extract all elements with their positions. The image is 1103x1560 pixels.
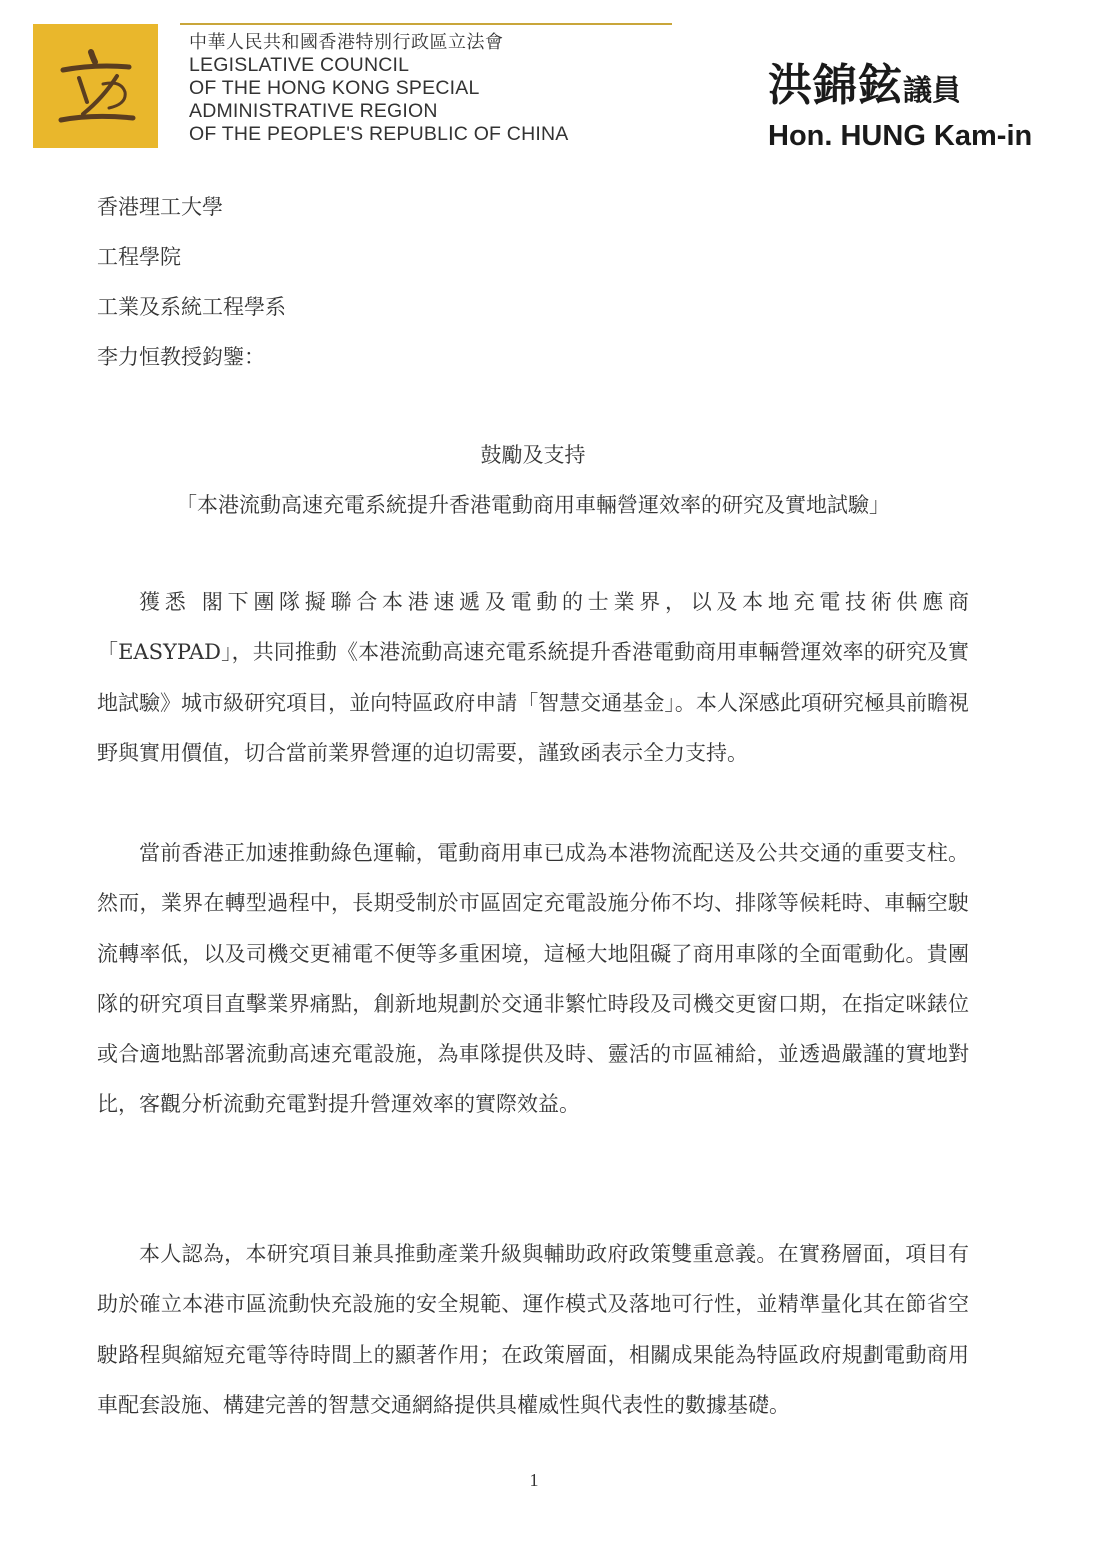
member-name-block <box>768 58 1032 154</box>
council-name-en-line: LEGISLATIVE COUNCIL <box>189 54 410 76</box>
body-paragraph: 獲悉 閣下團隊擬聯合本港速遞及電動的士業界，以及本地充電技術供應商「EASYPAD」，共同推動《本港流動高速充電系統提升香港電動商用車輛營運效率的研究及實地試驗》城市級研究項目，並向特區政府申請「智慧交通基金」。本人深感此項研究極具前瞻視野與實用價值，切合當前業界營運的迫切需要，謹致函表示全力支持。 <box>97 590 969 765</box>
recipient-block <box>97 182 286 382</box>
subject-title: 「本港流動高速充電系統提升香港電動商用車輛營運效率的研究及實地試驗」 <box>176 493 890 517</box>
council-name-en-line: OF THE HONG KONG SPECIAL <box>189 77 480 99</box>
legco-emblem-icon <box>33 24 158 148</box>
legco-logo <box>33 24 158 148</box>
recipient-line: 工程學院 <box>97 245 181 269</box>
recipient-line: 香港理工大學 <box>97 195 223 219</box>
member-name-zh: 洪錦鉉 <box>768 60 903 111</box>
council-name-en-line: OF THE PEOPLE'S REPUBLIC OF CHINA <box>189 123 569 145</box>
council-name-block <box>189 30 568 146</box>
member-title-zh: 議員 <box>903 73 962 107</box>
letterhead-rule <box>180 23 672 25</box>
council-name-zh: 中華人民共和國香港特別行政區立法會 <box>189 32 504 52</box>
member-name-en: Hon. HUNG Kam-in <box>768 120 1033 152</box>
body-paragraph: 本人認為，本研究項目兼具推動產業升級與輔助政府政策雙重意義。在實務層面，項目有助於確立本港市區流動快充設施的安全規範、運作模式及落地可行性，並精準量化其在節省空駛路程與縮短充電等待時間上的顯著作用；在政策層面，相關成果能為特區政府規劃電動商用車配套設施、構建完善的智慧交通網絡提供具權威性與代表性的數據基礎。 <box>97 1242 969 1417</box>
page-number: 1 <box>529 1470 539 1490</box>
recipient-line: 工業及系統工程學系 <box>97 295 286 319</box>
body-paragraph: 當前香港正加速推動綠色運輸，電動商用車已成為本港物流配送及公共交通的重要支柱。然而，業界在轉型過程中，長期受制於市區固定充電設施分佈不均、排隊等候耗時、車輛空駛流轉率低，以及司機交更補電不便等多重困境，這極大地阻礙了商用車隊的全面電動化。貴團隊的研究項目直擊業界痛點，創新地規劃於交通非繁忙時段及司機交更窗口期，在指定咪錶位或合適地點部署流動高速充電設施，為車隊提供及時、靈活的市區補給，並透過嚴謹的實地對比，客觀分析流動充電對提升營運效率的實際效益。 <box>97 841 969 1117</box>
subject-heading: 鼓勵及支持 <box>480 443 586 467</box>
salutation: 李力恒教授鈞鑒： <box>97 345 265 369</box>
council-name-en-line: ADMINISTRATIVE REGION <box>189 100 438 122</box>
subject-block <box>97 430 969 530</box>
